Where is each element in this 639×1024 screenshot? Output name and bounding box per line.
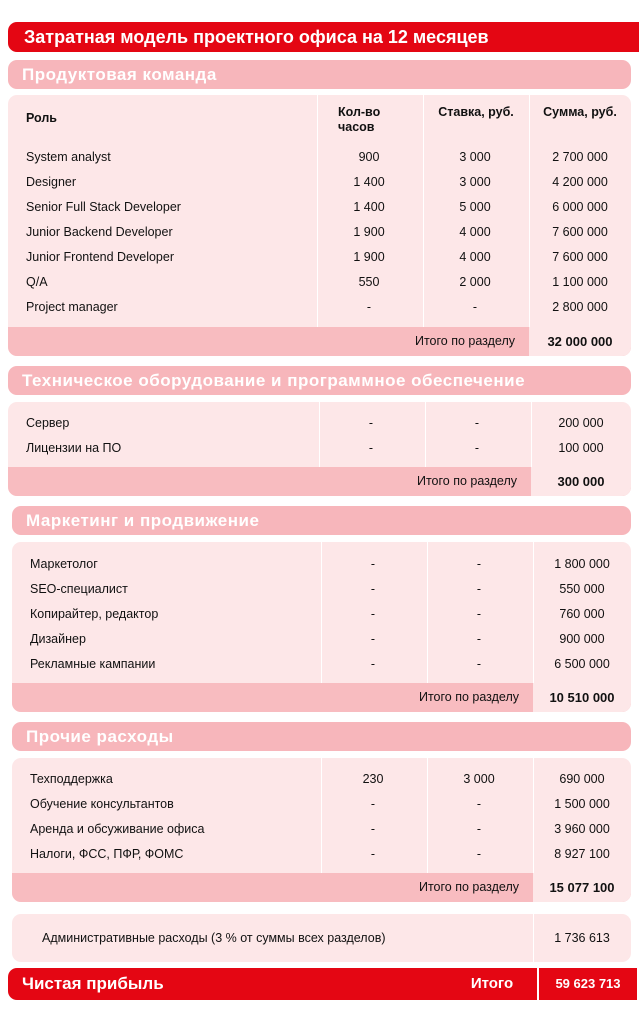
admin-expenses-value: 1 736 613 (554, 931, 610, 945)
cell-sum: 1 800 000 (554, 557, 610, 571)
table-row (8, 436, 631, 461)
cell-hours: - (370, 607, 376, 621)
cell-rate: - (476, 847, 482, 861)
section-heading-other-expenses: Прочие расходы (12, 722, 631, 751)
cell-sum: 6 500 000 (554, 657, 610, 671)
page-title: Затратная модель проектного офиса на 12 месяцев (8, 22, 639, 52)
cell-role: System analyst (26, 150, 111, 164)
cell-hours: - (370, 582, 376, 596)
cell-rate: 3 000 (459, 175, 491, 189)
net-profit-bar (8, 968, 637, 1000)
cell-hours: - (370, 632, 376, 646)
table-row (8, 270, 631, 295)
table-row (12, 767, 631, 792)
cell-hours: 1 900 (353, 250, 385, 264)
admin-expenses-row (12, 914, 631, 962)
table-row (8, 295, 631, 320)
cell-role: Q/A (26, 275, 48, 289)
cell-role: Копирайтер, редактор (30, 607, 159, 621)
section-total-label: Итого по разделу (418, 690, 519, 704)
section-panel-marketing (12, 542, 631, 712)
cell-role: Аренда и обсуживание офиса (30, 822, 205, 836)
cell-sum: 8 927 100 (554, 847, 610, 861)
cell-sum: 1 100 000 (552, 275, 608, 289)
cell-rate: - (476, 632, 482, 646)
section-heading-marketing: Маркетинг и продвижение (12, 506, 631, 535)
section-total-value: 15 077 100 (549, 880, 615, 895)
cell-sum: 100 000 (558, 441, 604, 455)
table-row (12, 577, 631, 602)
cell-sum: 2 800 000 (552, 300, 608, 314)
cell-sum: 7 600 000 (552, 250, 608, 264)
cell-sum: 7 600 000 (552, 225, 608, 239)
column-header-hours: Кол-во часов (338, 105, 381, 134)
table-row (8, 170, 631, 195)
cell-hours: 1 400 (353, 175, 385, 189)
cell-rate: - (476, 582, 482, 596)
table-row (8, 145, 631, 170)
cell-sum: 3 960 000 (554, 822, 610, 836)
cell-hours: 900 (358, 150, 380, 164)
admin-expenses-label: Административные расходы (3 % от суммы всех разделов) (42, 931, 386, 945)
table-row (8, 411, 631, 436)
table-row (12, 602, 631, 627)
table-row (8, 220, 631, 245)
cell-sum: 2 700 000 (552, 150, 608, 164)
cell-role: Лицензии на ПО (26, 441, 122, 455)
cell-role: SEO-специалист (30, 582, 128, 596)
table-row (12, 817, 631, 842)
cell-role: Project manager (26, 300, 118, 314)
cell-hours: - (368, 441, 374, 455)
cell-sum: 760 000 (559, 607, 605, 621)
cell-rate: - (472, 300, 478, 314)
cell-rate: - (476, 797, 482, 811)
cell-role: Junior Frontend Developer (26, 250, 174, 264)
cell-sum: 1 500 000 (554, 797, 610, 811)
section-total-label: Итого по разделу (414, 334, 515, 348)
cell-rate: - (474, 441, 480, 455)
cell-sum: 690 000 (559, 772, 605, 786)
cell-role: Маркетолог (30, 557, 98, 571)
cell-hours: - (370, 822, 376, 836)
cell-hours: - (366, 300, 372, 314)
section-total-value: 32 000 000 (547, 334, 613, 349)
cell-rate: 3 000 (459, 150, 491, 164)
cell-role: Senior Full Stack Developer (26, 200, 181, 214)
cell-rate: - (474, 416, 480, 430)
section-total-value: 300 000 (557, 474, 605, 489)
cell-hours: - (368, 416, 374, 430)
grand-total-value: 59 623 713 (555, 976, 621, 991)
table-row (12, 842, 631, 867)
cell-role: Рекламные кампании (30, 657, 156, 671)
cell-rate: - (476, 607, 482, 621)
section-panel-product-team (8, 95, 631, 356)
cell-role: Junior Backend Developer (26, 225, 173, 239)
cell-hours: 1 400 (353, 200, 385, 214)
cell-sum: 550 000 (559, 582, 605, 596)
table-row (12, 627, 631, 652)
cell-sum: 6 000 000 (552, 200, 608, 214)
cell-role: Обучение консультантов (30, 797, 174, 811)
section-panel-other-expenses (12, 758, 631, 902)
net-profit-label: Чистая прибыль (22, 974, 164, 993)
column-header-rate: Ставка, руб. (438, 105, 514, 119)
cell-hours: - (370, 557, 376, 571)
cell-sum: 200 000 (558, 416, 604, 430)
section-heading-product-team: Продуктовая команда (8, 60, 631, 89)
table-row (12, 652, 631, 677)
cell-hours: 230 (362, 772, 384, 786)
cell-rate: 5 000 (459, 200, 491, 214)
table-row (8, 245, 631, 270)
cell-role: Налоги, ФСС, ПФР, ФОМС (30, 847, 184, 861)
cell-rate: - (476, 657, 482, 671)
cell-hours: - (370, 847, 376, 861)
grand-total-label: Итого (470, 975, 514, 992)
cell-rate: 4 000 (459, 225, 491, 239)
cell-rate: - (476, 557, 482, 571)
section-total-value: 10 510 000 (549, 690, 615, 705)
cell-rate: 4 000 (459, 250, 491, 264)
cell-role: Дизайнер (30, 632, 86, 646)
cell-hours: 550 (358, 275, 380, 289)
table-row (12, 792, 631, 817)
table-row (12, 552, 631, 577)
column-header-sum: Сумма, руб. (543, 105, 617, 119)
cell-sum: 900 000 (559, 632, 605, 646)
cell-sum: 4 200 000 (552, 175, 608, 189)
section-panel-hardware-software (8, 402, 631, 496)
section-heading-hardware-software: Техническое оборудование и программное обеспечение (8, 366, 631, 395)
table-row (8, 195, 631, 220)
section-total-label: Итого по разделу (416, 474, 517, 488)
cell-rate: - (476, 822, 482, 836)
cell-rate: 3 000 (463, 772, 495, 786)
cell-hours: - (370, 657, 376, 671)
cell-role: Designer (26, 175, 77, 189)
section-total-label: Итого по разделу (418, 880, 519, 894)
cell-rate: 2 000 (459, 275, 491, 289)
column-header-role: Роль (26, 111, 57, 125)
cell-hours: - (370, 797, 376, 811)
cell-role: Сервер (26, 416, 70, 430)
cell-role: Техподдержка (30, 772, 113, 786)
cell-hours: 1 900 (353, 225, 385, 239)
